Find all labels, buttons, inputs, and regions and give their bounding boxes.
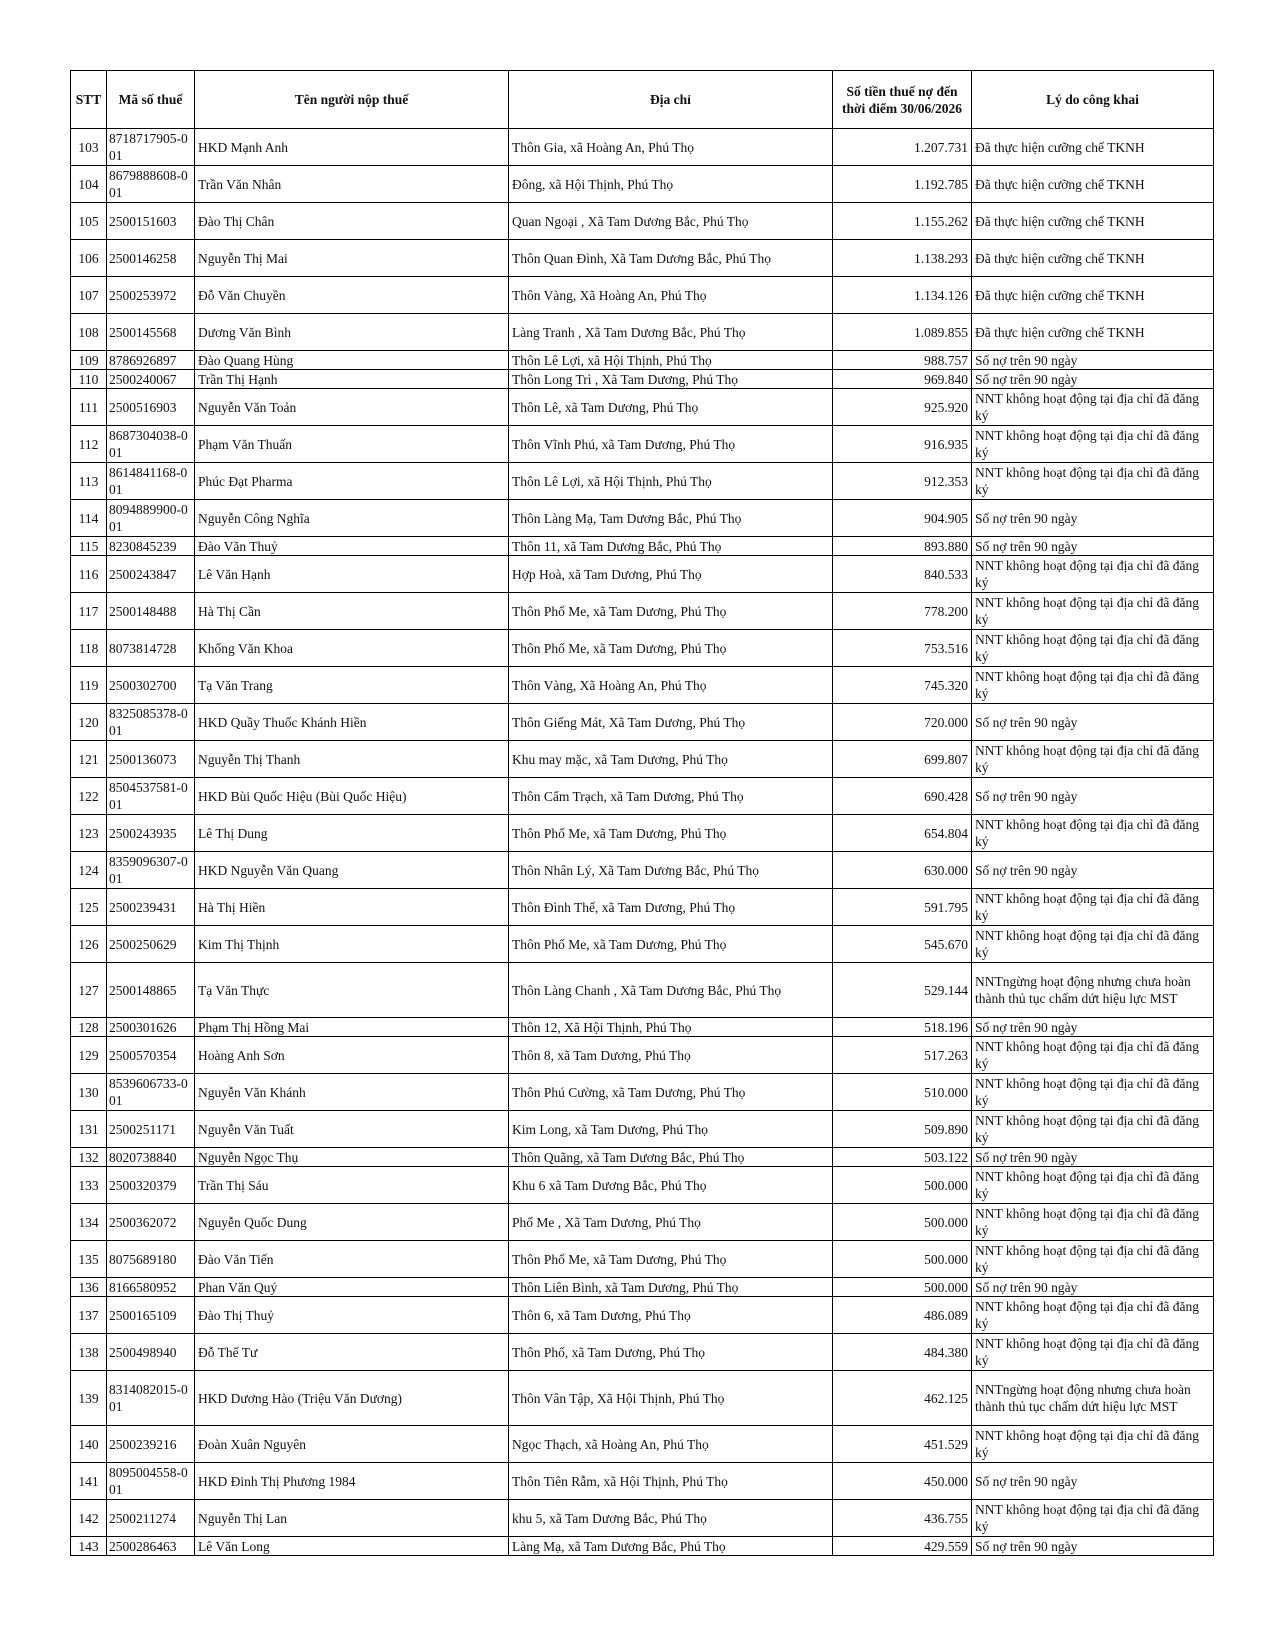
- cell-disclosure-reason: Số nợ trên 90 ngày: [972, 1148, 1214, 1167]
- cell-taxpayer-name: Lê Văn Hạnh: [195, 556, 509, 593]
- cell-stt: 142: [71, 1500, 107, 1537]
- cell-debt-amount: 1.138.293: [833, 240, 972, 277]
- cell-debt-amount: 699.807: [833, 741, 972, 778]
- cell-taxpayer-name: Nguyễn Văn Tuất: [195, 1111, 509, 1148]
- cell-disclosure-reason: Số nợ trên 90 ngày: [972, 1463, 1214, 1500]
- cell-tax-code: 2500362072: [107, 1204, 195, 1241]
- cell-tax-code: 8075689180: [107, 1241, 195, 1278]
- cell-tax-code: 2500239216: [107, 1426, 195, 1463]
- table-row: [71, 370, 1214, 389]
- cell-address: Khu 6 xã Tam Dương Bắc, Phú Thọ: [509, 1167, 833, 1204]
- cell-tax-code: 2500148865: [107, 963, 195, 1018]
- cell-stt: 122: [71, 778, 107, 815]
- cell-stt: 138: [71, 1334, 107, 1371]
- cell-address: Thôn Giếng Mát, Xã Tam Dương, Phú Thọ: [509, 704, 833, 741]
- cell-disclosure-reason: NNT không hoạt động tại địa chỉ đã đăng ký: [972, 1297, 1214, 1334]
- cell-debt-amount: 1.155.262: [833, 203, 972, 240]
- cell-taxpayer-name: Hà Thị Hiền: [195, 889, 509, 926]
- table-row: [71, 1204, 1214, 1241]
- cell-tax-code: 8786926897: [107, 351, 195, 370]
- cell-debt-amount: 462.125: [833, 1371, 972, 1426]
- table-row: [71, 1278, 1214, 1297]
- cell-tax-code: 2500165109: [107, 1297, 195, 1334]
- cell-taxpayer-name: Nguyễn Văn Khánh: [195, 1074, 509, 1111]
- table-row: [71, 1500, 1214, 1537]
- cell-address: Thôn Lê, xã Tam Dương, Phú Thọ: [509, 389, 833, 426]
- cell-taxpayer-name: Nguyễn Thị Mai: [195, 240, 509, 277]
- table-row: [71, 667, 1214, 704]
- cell-debt-amount: 500.000: [833, 1278, 972, 1297]
- cell-stt: 111: [71, 389, 107, 426]
- cell-disclosure-reason: NNT không hoạt động tại địa chỉ đã đăng ký: [972, 667, 1214, 704]
- table-row: [71, 166, 1214, 203]
- cell-debt-amount: 840.533: [833, 556, 972, 593]
- cell-disclosure-reason: NNT không hoạt động tại địa chỉ đã đăng ký: [972, 815, 1214, 852]
- cell-stt: 129: [71, 1037, 107, 1074]
- cell-stt: 115: [71, 537, 107, 556]
- cell-disclosure-reason: NNT không hoạt động tại địa chỉ đã đăng ký: [972, 1074, 1214, 1111]
- cell-stt: 135: [71, 1241, 107, 1278]
- cell-taxpayer-name: Tạ Văn Thực: [195, 963, 509, 1018]
- cell-taxpayer-name: Tạ Văn Trang: [195, 667, 509, 704]
- cell-disclosure-reason: NNT không hoạt động tại địa chỉ đã đăng ký: [972, 593, 1214, 630]
- cell-debt-amount: 1.089.855: [833, 314, 972, 351]
- cell-tax-code: 2500136073: [107, 741, 195, 778]
- cell-debt-amount: 529.144: [833, 963, 972, 1018]
- cell-tax-code: 8325085378-001: [107, 704, 195, 741]
- cell-address: Thôn Nhân Lý, Xã Tam Dương Bắc, Phú Thọ: [509, 852, 833, 889]
- cell-tax-code: 8073814728: [107, 630, 195, 667]
- cell-address: Thôn Phố Me, xã Tam Dương, Phú Thọ: [509, 926, 833, 963]
- table-header-row: [71, 71, 1214, 129]
- cell-tax-code: 8679888608-001: [107, 166, 195, 203]
- cell-address: Làng Tranh , Xã Tam Dương Bắc, Phú Thọ: [509, 314, 833, 351]
- cell-tax-code: 8718717905-001: [107, 129, 195, 166]
- cell-address: Thôn Vân Tập, Xã Hội Thịnh, Phú Thọ: [509, 1371, 833, 1426]
- cell-debt-amount: 486.089: [833, 1297, 972, 1334]
- cell-debt-amount: 518.196: [833, 1018, 972, 1037]
- cell-debt-amount: 778.200: [833, 593, 972, 630]
- cell-disclosure-reason: NNT không hoạt động tại địa chỉ đã đăng ký: [972, 1111, 1214, 1148]
- table-row: [71, 203, 1214, 240]
- cell-disclosure-reason: NNT không hoạt động tại địa chỉ đã đăng ký: [972, 1334, 1214, 1371]
- cell-disclosure-reason: NNT không hoạt động tại địa chỉ đã đăng ký: [972, 1204, 1214, 1241]
- cell-stt: 131: [71, 1111, 107, 1148]
- cell-taxpayer-name: HKD Dương Hào (Triệu Văn Dương): [195, 1371, 509, 1426]
- table-row: [71, 963, 1214, 1018]
- cell-debt-amount: 753.516: [833, 630, 972, 667]
- cell-debt-amount: 969.840: [833, 370, 972, 389]
- cell-disclosure-reason: NNTngừng hoạt động nhưng chưa hoàn thành thủ tục chấm dứt hiệu lực MST: [972, 963, 1214, 1018]
- cell-debt-amount: 916.935: [833, 426, 972, 463]
- cell-debt-amount: 450.000: [833, 1463, 972, 1500]
- cell-stt: 121: [71, 741, 107, 778]
- cell-address: Thôn 12, Xã Hội Thịnh, Phú Thọ: [509, 1018, 833, 1037]
- tax-debtor-table: [70, 70, 1214, 1556]
- cell-stt: 130: [71, 1074, 107, 1111]
- cell-stt: 124: [71, 852, 107, 889]
- cell-tax-code: 2500250629: [107, 926, 195, 963]
- cell-taxpayer-name: HKD Nguyễn Văn Quang: [195, 852, 509, 889]
- cell-tax-code: 2500286463: [107, 1537, 195, 1556]
- table-row: [71, 129, 1214, 166]
- cell-taxpayer-name: Đào Thị Thuỷ: [195, 1297, 509, 1334]
- cell-stt: 141: [71, 1463, 107, 1500]
- cell-debt-amount: 690.428: [833, 778, 972, 815]
- cell-disclosure-reason: NNT không hoạt động tại địa chỉ đã đăng ký: [972, 1500, 1214, 1537]
- cell-address: Thôn Phú Cường, xã Tam Dương, Phú Thọ: [509, 1074, 833, 1111]
- cell-debt-amount: 517.263: [833, 1037, 972, 1074]
- cell-address: Thôn Vàng, Xã Hoàng An, Phú Thọ: [509, 277, 833, 314]
- header-disclosure-reason: Lý do công khai: [972, 71, 1214, 129]
- cell-disclosure-reason: NNT không hoạt động tại địa chỉ đã đăng ký: [972, 426, 1214, 463]
- header-stt: STT: [71, 71, 107, 129]
- cell-taxpayer-name: Đào Quang Hùng: [195, 351, 509, 370]
- cell-disclosure-reason: Số nợ trên 90 ngày: [972, 1537, 1214, 1556]
- cell-debt-amount: 925.920: [833, 389, 972, 426]
- cell-taxpayer-name: Lê Văn Long: [195, 1537, 509, 1556]
- cell-stt: 134: [71, 1204, 107, 1241]
- cell-taxpayer-name: Hà Thị Cần: [195, 593, 509, 630]
- cell-debt-amount: 720.000: [833, 704, 972, 741]
- cell-disclosure-reason: Đã thực hiện cưỡng chế TKNH: [972, 240, 1214, 277]
- cell-address: Thôn 8, xã Tam Dương, Phú Thọ: [509, 1037, 833, 1074]
- cell-stt: 105: [71, 203, 107, 240]
- cell-debt-amount: 484.380: [833, 1334, 972, 1371]
- cell-disclosure-reason: NNT không hoạt động tại địa chỉ đã đăng ký: [972, 889, 1214, 926]
- cell-disclosure-reason: Số nợ trên 90 ngày: [972, 1018, 1214, 1037]
- table-row: [71, 1334, 1214, 1371]
- cell-tax-code: 2500253972: [107, 277, 195, 314]
- table-row: [71, 314, 1214, 351]
- cell-tax-code: 8094889900-001: [107, 500, 195, 537]
- cell-address: Thôn Làng Mạ, Tam Dương Bắc, Phú Thọ: [509, 500, 833, 537]
- cell-stt: 140: [71, 1426, 107, 1463]
- cell-tax-code: 2500498940: [107, 1334, 195, 1371]
- header-tax-code: Mã số thuế: [107, 71, 195, 129]
- table-row: [71, 537, 1214, 556]
- cell-address: Thôn 11, xã Tam Dương Bắc, Phú Thọ: [509, 537, 833, 556]
- cell-taxpayer-name: Nguyễn Quốc Dung: [195, 1204, 509, 1241]
- cell-disclosure-reason: NNT không hoạt động tại địa chỉ đã đăng ký: [972, 463, 1214, 500]
- cell-disclosure-reason: NNT không hoạt động tại địa chỉ đã đăng ký: [972, 741, 1214, 778]
- cell-address: Khu may mặc, xã Tam Dương, Phú Thọ: [509, 741, 833, 778]
- cell-debt-amount: 912.353: [833, 463, 972, 500]
- cell-taxpayer-name: Đào Văn Tiến: [195, 1241, 509, 1278]
- cell-tax-code: 2500243935: [107, 815, 195, 852]
- cell-debt-amount: 904.905: [833, 500, 972, 537]
- cell-tax-code: 2500251171: [107, 1111, 195, 1148]
- cell-stt: 103: [71, 129, 107, 166]
- cell-tax-code: 8230845239: [107, 537, 195, 556]
- cell-address: Thôn Gia, xã Hoàng An, Phú Thọ: [509, 129, 833, 166]
- cell-disclosure-reason: Đã thực hiện cưỡng chế TKNH: [972, 277, 1214, 314]
- cell-stt: 132: [71, 1148, 107, 1167]
- table-row: [71, 1426, 1214, 1463]
- table-row: [71, 1111, 1214, 1148]
- cell-address: Thôn Phố, xã Tam Dương, Phú Thọ: [509, 1334, 833, 1371]
- table-row: [71, 1037, 1214, 1074]
- table-row: [71, 277, 1214, 314]
- cell-tax-code: 8359096307-001: [107, 852, 195, 889]
- cell-debt-amount: 988.757: [833, 351, 972, 370]
- cell-debt-amount: 500.000: [833, 1167, 972, 1204]
- cell-taxpayer-name: Nguyễn Ngọc Thụ: [195, 1148, 509, 1167]
- cell-disclosure-reason: Số nợ trên 90 ngày: [972, 370, 1214, 389]
- cell-tax-code: 8614841168-001: [107, 463, 195, 500]
- cell-address: Quan Ngoại , Xã Tam Dương Bắc, Phú Thọ: [509, 203, 833, 240]
- cell-tax-code: 8539606733-001: [107, 1074, 195, 1111]
- cell-disclosure-reason: NNT không hoạt động tại địa chỉ đã đăng ký: [972, 630, 1214, 667]
- cell-debt-amount: 630.000: [833, 852, 972, 889]
- cell-address: Thôn Vàng, Xã Hoàng An, Phú Thọ: [509, 667, 833, 704]
- cell-address: Thôn Vĩnh Phú, xã Tam Dương, Phú Thọ: [509, 426, 833, 463]
- table-row: [71, 426, 1214, 463]
- cell-taxpayer-name: Nguyễn Thị Lan: [195, 1500, 509, 1537]
- table-row: [71, 778, 1214, 815]
- cell-debt-amount: 591.795: [833, 889, 972, 926]
- cell-tax-code: 8504537581-001: [107, 778, 195, 815]
- cell-debt-amount: 429.559: [833, 1537, 972, 1556]
- cell-debt-amount: 1.192.785: [833, 166, 972, 203]
- cell-disclosure-reason: NNT không hoạt động tại địa chỉ đã đăng ký: [972, 1037, 1214, 1074]
- cell-tax-code: 2500151603: [107, 203, 195, 240]
- cell-tax-code: 2500301626: [107, 1018, 195, 1037]
- cell-taxpayer-name: Kim Thị Thịnh: [195, 926, 509, 963]
- table-row: [71, 1074, 1214, 1111]
- cell-taxpayer-name: Đỗ Thế Tư: [195, 1334, 509, 1371]
- table-row: [71, 1537, 1214, 1556]
- table-row: [71, 1463, 1214, 1500]
- cell-taxpayer-name: HKD Đinh Thị Phương 1984: [195, 1463, 509, 1500]
- cell-stt: 120: [71, 704, 107, 741]
- table-row: [71, 1167, 1214, 1204]
- cell-disclosure-reason: NNT không hoạt động tại địa chỉ đã đăng ký: [972, 1426, 1214, 1463]
- cell-disclosure-reason: Số nợ trên 90 ngày: [972, 537, 1214, 556]
- cell-debt-amount: 745.320: [833, 667, 972, 704]
- cell-stt: 114: [71, 500, 107, 537]
- header-address: Địa chỉ: [509, 71, 833, 129]
- header-taxpayer-name: Tên người nộp thuế: [195, 71, 509, 129]
- cell-stt: 113: [71, 463, 107, 500]
- cell-taxpayer-name: Trần Thị Sáu: [195, 1167, 509, 1204]
- cell-tax-code: 2500240067: [107, 370, 195, 389]
- cell-debt-amount: 545.670: [833, 926, 972, 963]
- table-row: [71, 889, 1214, 926]
- cell-disclosure-reason: NNT không hoạt động tại địa chỉ đã đăng ký: [972, 1167, 1214, 1204]
- table-row: [71, 389, 1214, 426]
- cell-disclosure-reason: Số nợ trên 90 ngày: [972, 852, 1214, 889]
- cell-tax-code: 2500145568: [107, 314, 195, 351]
- cell-address: Thôn Đình Thế, xã Tam Dương, Phú Thọ: [509, 889, 833, 926]
- cell-address: Thôn Lê Lợi, xã Hội Thịnh, Phú Thọ: [509, 463, 833, 500]
- cell-stt: 137: [71, 1297, 107, 1334]
- table-row: [71, 1018, 1214, 1037]
- cell-tax-code: 8687304038-001: [107, 426, 195, 463]
- cell-taxpayer-name: Phạm Văn Thuấn: [195, 426, 509, 463]
- cell-taxpayer-name: Đào Thị Chân: [195, 203, 509, 240]
- table-body: [71, 129, 1214, 1556]
- cell-taxpayer-name: Trần Văn Nhân: [195, 166, 509, 203]
- cell-stt: 139: [71, 1371, 107, 1426]
- table-row: [71, 741, 1214, 778]
- table-row: [71, 500, 1214, 537]
- cell-address: Thôn Phố Me, xã Tam Dương, Phú Thọ: [509, 630, 833, 667]
- cell-address: khu 5, xã Tam Dương Bắc, Phú Thọ: [509, 1500, 833, 1537]
- cell-taxpayer-name: Nguyễn Công Nghĩa: [195, 500, 509, 537]
- cell-address: Thôn Tiên Rẫm, xã Hội Thịnh, Phú Thọ: [509, 1463, 833, 1500]
- cell-address: Thôn Phố Me, xã Tam Dương, Phú Thọ: [509, 593, 833, 630]
- cell-tax-code: 2500243847: [107, 556, 195, 593]
- table-row: [71, 1371, 1214, 1426]
- cell-tax-code: 2500148488: [107, 593, 195, 630]
- cell-stt: 116: [71, 556, 107, 593]
- cell-address: Hợp Hoà, xã Tam Dương, Phú Thọ: [509, 556, 833, 593]
- cell-address: Phố Me , Xã Tam Dương, Phú Thọ: [509, 1204, 833, 1241]
- cell-disclosure-reason: Số nợ trên 90 ngày: [972, 778, 1214, 815]
- cell-disclosure-reason: NNT không hoạt động tại địa chỉ đã đăng ký: [972, 926, 1214, 963]
- cell-address: Thôn Liên Bình, xã Tam Dương, Phú Thọ: [509, 1278, 833, 1297]
- cell-address: Thôn Phố Me, xã Tam Dương, Phú Thọ: [509, 1241, 833, 1278]
- cell-taxpayer-name: Lê Thị Dung: [195, 815, 509, 852]
- cell-stt: 125: [71, 889, 107, 926]
- cell-tax-code: 8095004558-001: [107, 1463, 195, 1500]
- cell-stt: 126: [71, 926, 107, 963]
- cell-taxpayer-name: Nguyễn Văn Toản: [195, 389, 509, 426]
- cell-taxpayer-name: Dương Văn Bình: [195, 314, 509, 351]
- cell-taxpayer-name: Nguyễn Thị Thanh: [195, 741, 509, 778]
- cell-debt-amount: 451.529: [833, 1426, 972, 1463]
- cell-debt-amount: 509.890: [833, 1111, 972, 1148]
- cell-debt-amount: 503.122: [833, 1148, 972, 1167]
- cell-taxpayer-name: HKD Quầy Thuốc Khánh Hiền: [195, 704, 509, 741]
- cell-taxpayer-name: Phan Văn Quý: [195, 1278, 509, 1297]
- table-row: [71, 240, 1214, 277]
- cell-disclosure-reason: Số nợ trên 90 ngày: [972, 704, 1214, 741]
- cell-stt: 107: [71, 277, 107, 314]
- cell-taxpayer-name: Trần Thị Hạnh: [195, 370, 509, 389]
- cell-address: Thôn Làng Chanh , Xã Tam Dương Bắc, Phú Thọ: [509, 963, 833, 1018]
- cell-taxpayer-name: Hoàng Anh Sơn: [195, 1037, 509, 1074]
- cell-stt: 109: [71, 351, 107, 370]
- cell-taxpayer-name: Đỗ Văn Chuyền: [195, 277, 509, 314]
- cell-disclosure-reason: Đã thực hiện cưỡng chế TKNH: [972, 203, 1214, 240]
- table-row: [71, 1297, 1214, 1334]
- cell-stt: 110: [71, 370, 107, 389]
- table-row: [71, 926, 1214, 963]
- table-row: [71, 1148, 1214, 1167]
- cell-stt: 104: [71, 166, 107, 203]
- cell-taxpayer-name: Đoàn Xuân Nguyên: [195, 1426, 509, 1463]
- cell-tax-code: 2500516903: [107, 389, 195, 426]
- cell-stt: 133: [71, 1167, 107, 1204]
- table-row: [71, 815, 1214, 852]
- cell-stt: 108: [71, 314, 107, 351]
- cell-address: Ngọc Thạch, xã Hoàng An, Phú Thọ: [509, 1426, 833, 1463]
- cell-taxpayer-name: HKD Mạnh Anh: [195, 129, 509, 166]
- table-row: [71, 852, 1214, 889]
- cell-stt: 128: [71, 1018, 107, 1037]
- cell-tax-code: 8166580952: [107, 1278, 195, 1297]
- cell-tax-code: 2500146258: [107, 240, 195, 277]
- table-row: [71, 704, 1214, 741]
- cell-tax-code: 2500302700: [107, 667, 195, 704]
- cell-disclosure-reason: Số nợ trên 90 ngày: [972, 351, 1214, 370]
- cell-disclosure-reason: NNT không hoạt động tại địa chỉ đã đăng ký: [972, 389, 1214, 426]
- cell-stt: 117: [71, 593, 107, 630]
- cell-taxpayer-name: Phúc Đạt Pharma: [195, 463, 509, 500]
- cell-address: Thôn Lê Lợi, xã Hội Thịnh, Phú Thọ: [509, 351, 833, 370]
- cell-address: Thôn Quãng, xã Tam Dương Bắc, Phú Thọ: [509, 1148, 833, 1167]
- cell-address: Thôn Phố Me, xã Tam Dương, Phú Thọ: [509, 815, 833, 852]
- cell-tax-code: 2500320379: [107, 1167, 195, 1204]
- cell-address: Làng Mạ, xã Tam Dương Bắc, Phú Thọ: [509, 1537, 833, 1556]
- cell-debt-amount: 500.000: [833, 1204, 972, 1241]
- cell-stt: 119: [71, 667, 107, 704]
- cell-debt-amount: 654.804: [833, 815, 972, 852]
- cell-stt: 127: [71, 963, 107, 1018]
- cell-address: Thôn Cẩm Trạch, xã Tam Dương, Phú Thọ: [509, 778, 833, 815]
- cell-taxpayer-name: HKD Bùi Quốc Hiệu (Bùi Quốc Hiệu): [195, 778, 509, 815]
- cell-debt-amount: 500.000: [833, 1241, 972, 1278]
- cell-tax-code: 2500239431: [107, 889, 195, 926]
- cell-debt-amount: 893.880: [833, 537, 972, 556]
- cell-tax-code: 8314082015-001: [107, 1371, 195, 1426]
- cell-disclosure-reason: Đã thực hiện cưỡng chế TKNH: [972, 129, 1214, 166]
- table-row: [71, 463, 1214, 500]
- header-debt-amount: Số tiền thuế nợ đến thời điểm 30/06/2026: [833, 71, 972, 129]
- table-row: [71, 630, 1214, 667]
- cell-taxpayer-name: Khổng Văn Khoa: [195, 630, 509, 667]
- cell-debt-amount: 1.207.731: [833, 129, 972, 166]
- cell-tax-code: 2500211274: [107, 1500, 195, 1537]
- cell-address: Đông, xã Hội Thịnh, Phú Thọ: [509, 166, 833, 203]
- cell-address: Thôn 6, xã Tam Dương, Phú Thọ: [509, 1297, 833, 1334]
- cell-disclosure-reason: Số nợ trên 90 ngày: [972, 500, 1214, 537]
- table-row: [71, 1241, 1214, 1278]
- cell-stt: 143: [71, 1537, 107, 1556]
- cell-stt: 112: [71, 426, 107, 463]
- cell-disclosure-reason: Số nợ trên 90 ngày: [972, 1278, 1214, 1297]
- table-row: [71, 593, 1214, 630]
- cell-tax-code: 2500570354: [107, 1037, 195, 1074]
- table-row: [71, 556, 1214, 593]
- cell-disclosure-reason: NNT không hoạt động tại địa chỉ đã đăng ký: [972, 1241, 1214, 1278]
- cell-address: Kim Long, xã Tam Dương, Phú Thọ: [509, 1111, 833, 1148]
- cell-stt: 136: [71, 1278, 107, 1297]
- cell-taxpayer-name: Đào Văn Thuỷ: [195, 537, 509, 556]
- cell-debt-amount: 510.000: [833, 1074, 972, 1111]
- cell-stt: 118: [71, 630, 107, 667]
- cell-disclosure-reason: NNTngừng hoạt động nhưng chưa hoàn thành thủ tục chấm dứt hiệu lực MST: [972, 1371, 1214, 1426]
- table-row: [71, 351, 1214, 370]
- cell-debt-amount: 436.755: [833, 1500, 972, 1537]
- cell-stt: 123: [71, 815, 107, 852]
- cell-address: Thôn Quan Đình, Xã Tam Dương Bắc, Phú Thọ: [509, 240, 833, 277]
- cell-debt-amount: 1.134.126: [833, 277, 972, 314]
- cell-stt: 106: [71, 240, 107, 277]
- cell-disclosure-reason: Đã thực hiện cưỡng chế TKNH: [972, 166, 1214, 203]
- cell-address: Thôn Long Trì , Xã Tam Dương, Phú Thọ: [509, 370, 833, 389]
- cell-disclosure-reason: Đã thực hiện cưỡng chế TKNH: [972, 314, 1214, 351]
- cell-tax-code: 8020738840: [107, 1148, 195, 1167]
- cell-taxpayer-name: Phạm Thị Hồng Mai: [195, 1018, 509, 1037]
- cell-disclosure-reason: NNT không hoạt động tại địa chỉ đã đăng ký: [972, 556, 1214, 593]
